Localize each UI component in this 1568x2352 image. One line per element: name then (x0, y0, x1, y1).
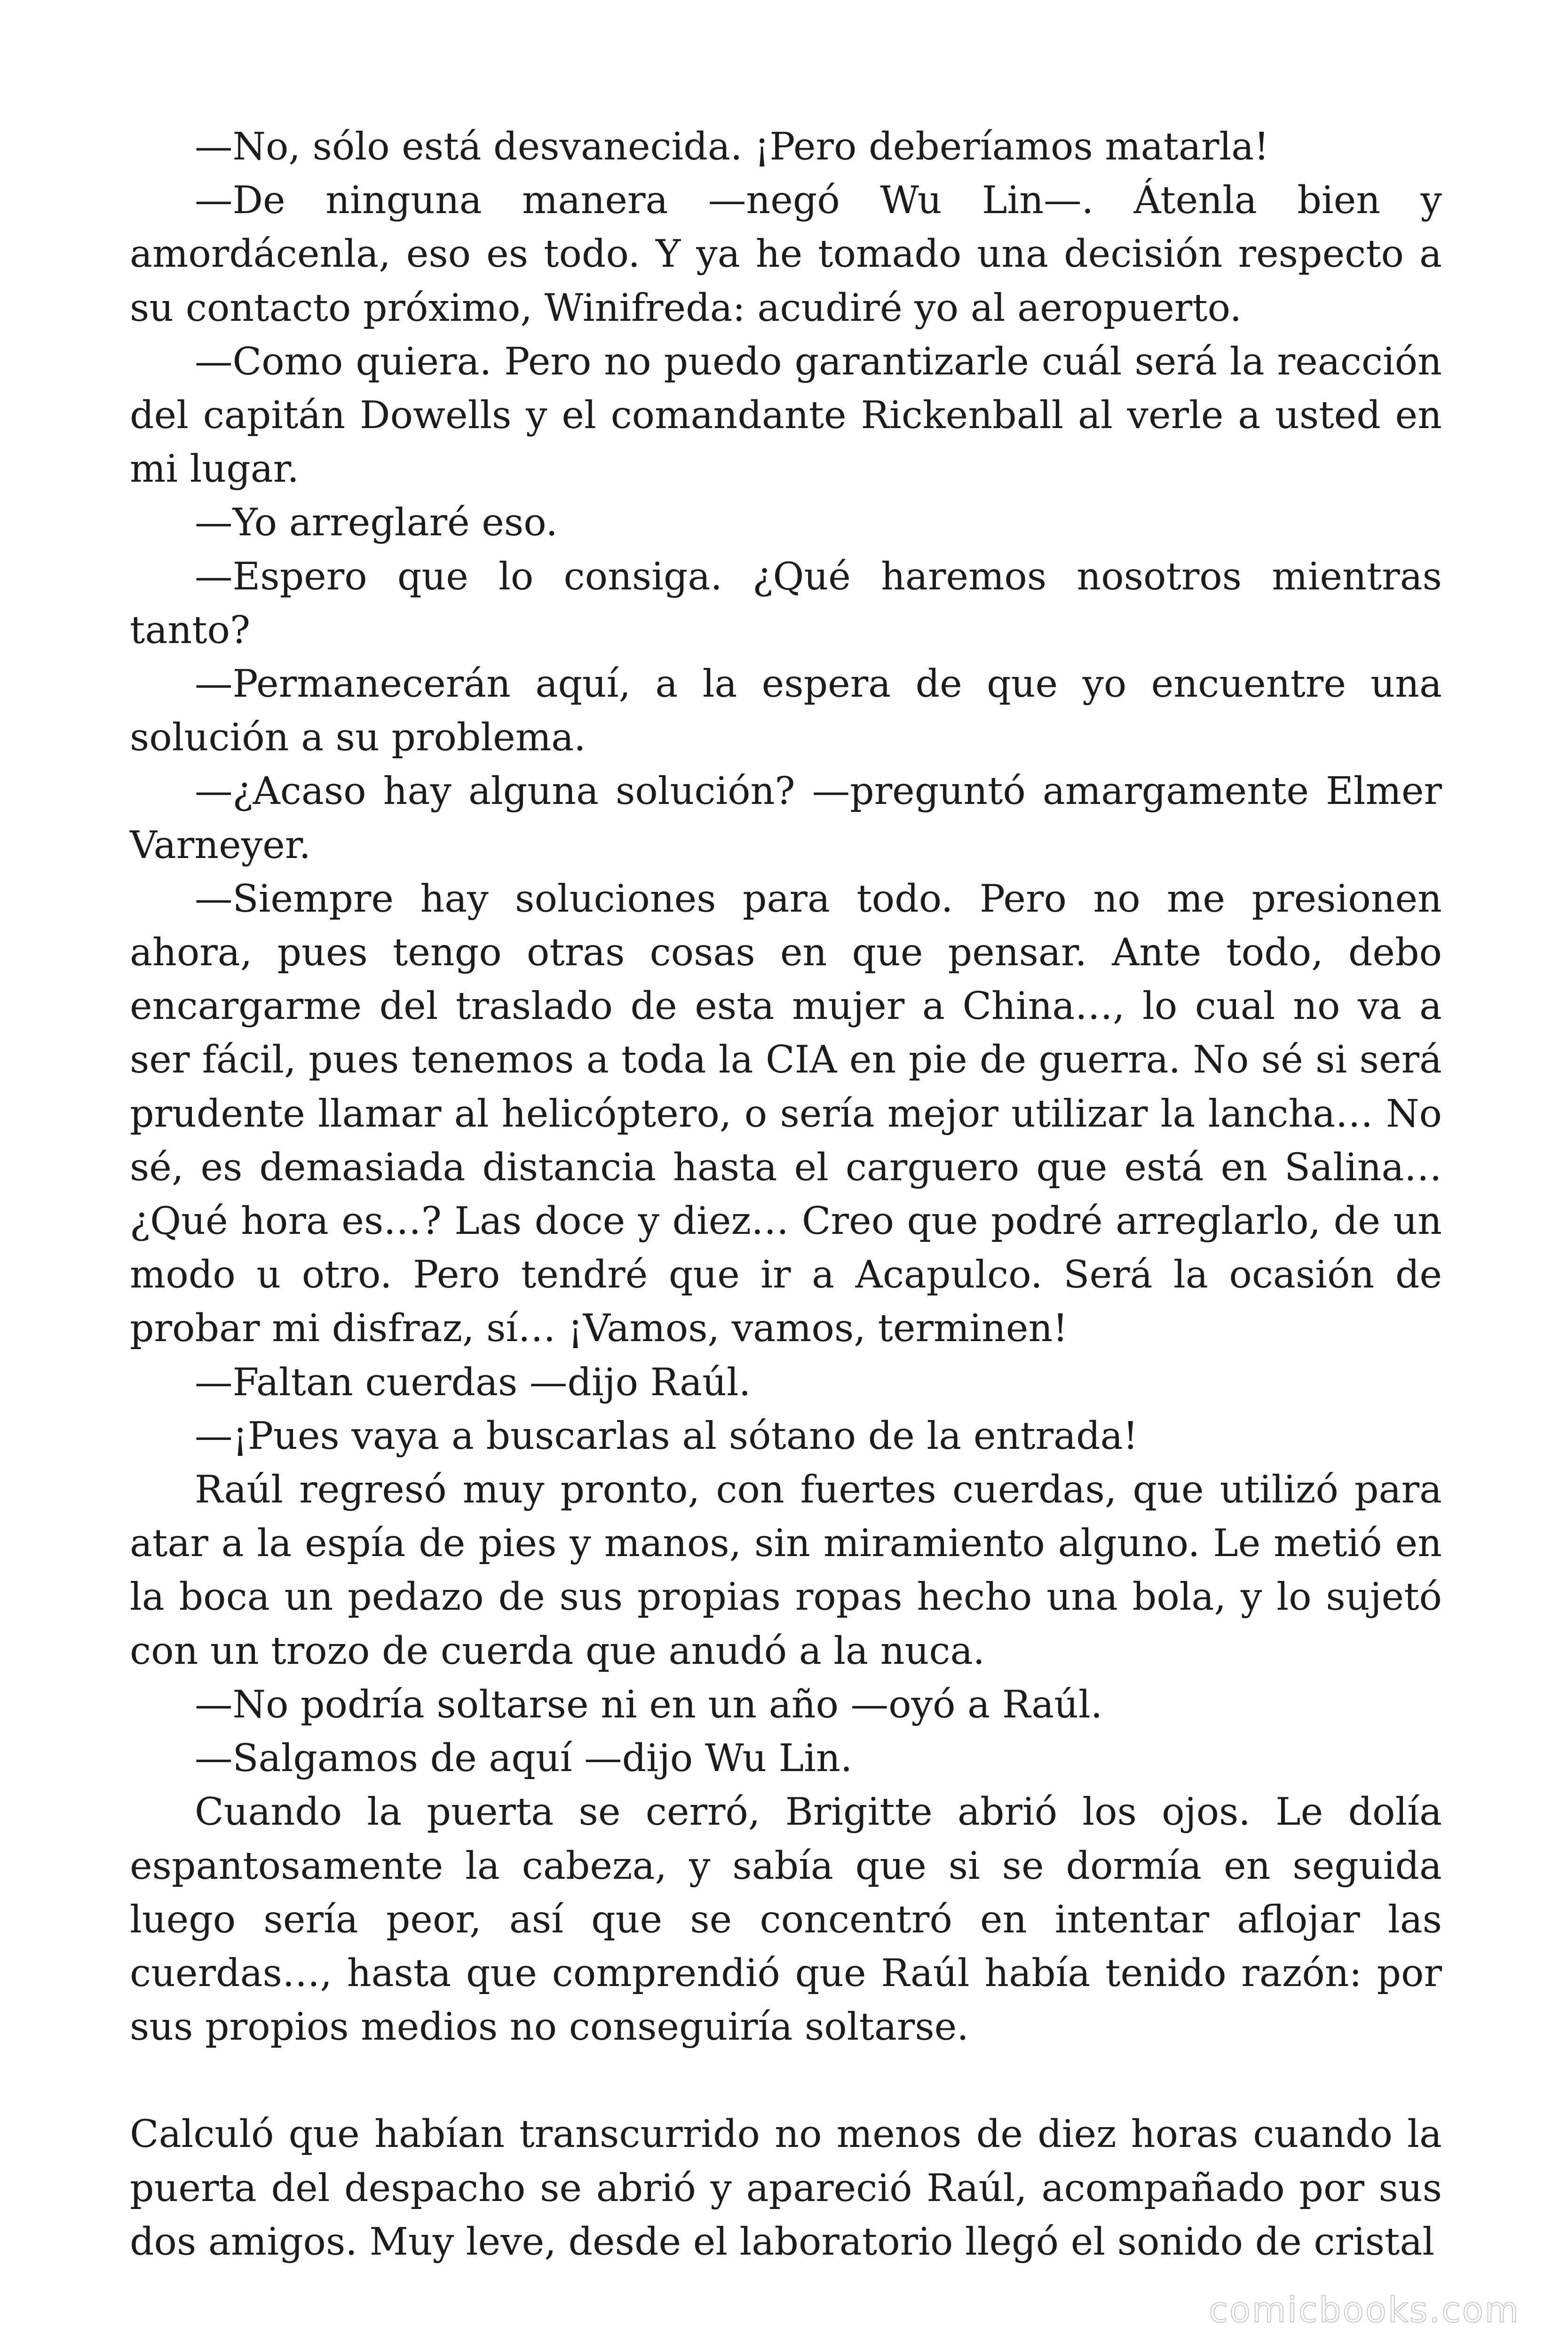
paragraph: —Espero que lo consiga. ¿Qué haremos nosotros mientras tanto? (130, 554, 1442, 652)
paragraph-after-break: Calculó que habían transcurrido no menos de diez horas cuando la puerta del despacho se abrió y apareció Raúl, acompañado por sus dos amigos. Muy leve, desde el laboratorio llegó el sonido de cristal (130, 2112, 1442, 2264)
paragraph: —No, sólo está desvanecida. ¡Pero deberíamos matarla! (195, 124, 1269, 168)
watermark: comicbooks.com (1209, 2290, 1520, 2330)
paragraph: Cuando la puerta se cerró, Brigitte abrió los ojos. Le dolía espantosamente la cabeza, y sabía que si se dormía en seguida luego sería peor, así que se concentró en intentar aflojar las cuerdas…, hasta que comprendió que Raúl había tenido razón: por sus propios medios no conseguiría soltarse. (130, 1789, 1442, 2049)
paragraph: —Siempre hay soluciones para todo. Pero no me presionen ahora, pues tengo otras cosas en que pensar. Ante todo, debo encargarme del traslado de esta mujer a China…, lo cual no va a ser fácil, pues tenemos a toda la CIA en pie de guerra. No sé si será prudente llamar al helicóptero, o sería mejor utilizar la lancha… No sé, es demasiada distancia hasta el carguero que está en Salina… ¿Qué hora es…? Las doce y diez… Creo que podré arreglarlo, de un modo u otro. Pero tendré que ir a Acapulco. Será la ocasión de probar mi disfraz, sí… ¡Vamos, vamos, terminen! (130, 876, 1442, 1351)
paragraph: —¿Acaso hay alguna solución? —preguntó amargamente Elmer Varneyer. (130, 769, 1442, 867)
paragraph: —Yo arreglaré eso. (195, 500, 558, 545)
paragraph: —De ninguna manera —negó Wu Lin—. Átenla bien y amordácenla, eso es todo. Y ya he tomado una decisión respecto a su contacto próximo, Winifreda: acudiré yo al aeropuerto. (130, 178, 1442, 330)
paragraph: Raúl regresó muy pronto, con fuertes cuerdas, que utilizó para atar a la espía de pies y manos, sin miramiento alguno. Le metió en la boca un pedazo de sus propias ropas hecho una bola, y lo sujetó con un trozo de cuerda que anudó a la nuca. (130, 1467, 1442, 1673)
paragraph: —No podría soltarse ni en un año —oyó a Raúl. (195, 1682, 1103, 1726)
paragraph: —¡Pues vaya a buscarlas al sótano de la entrada! (195, 1413, 1139, 1458)
paragraph: —Permanecerán aquí, a la espera de que yo encuentre una solución a su problema. (130, 661, 1442, 760)
paragraph: —Como quiera. Pero no puedo garantizarle cuál será la reacción del capitán Dowells y el comandante Rickenball al verle a usted en mi lugar. (130, 339, 1442, 491)
paragraph: —Salgamos de aquí —dijo Wu Lin. (195, 1736, 853, 1780)
paragraph: —Faltan cuerdas —dijo Raúl. (195, 1359, 751, 1404)
section-break (130, 2053, 1442, 2107)
book-page (130, 119, 1442, 2268)
